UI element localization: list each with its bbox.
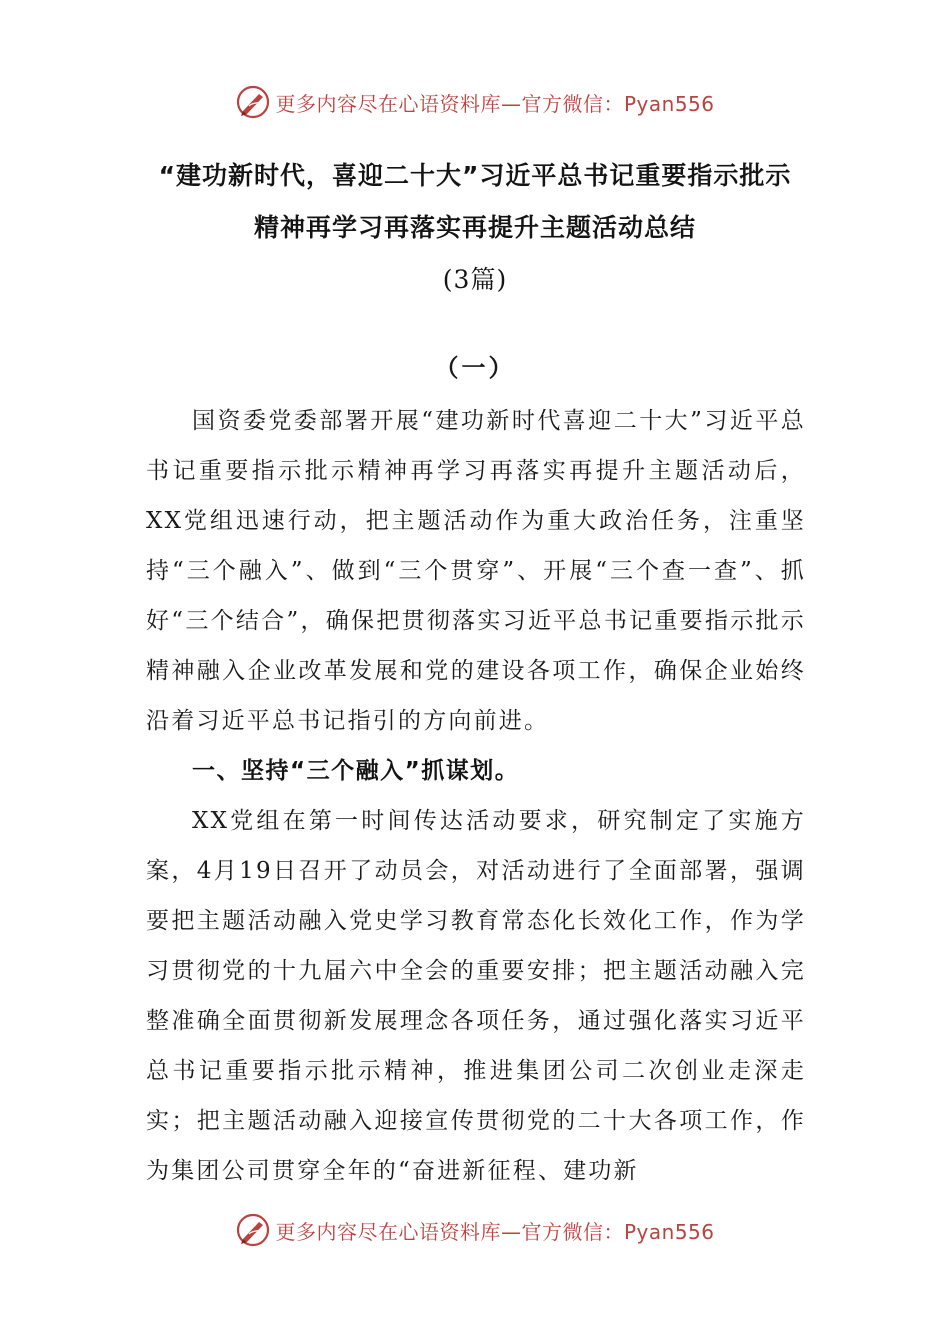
section-1-paragraph: XX党组在第一时间传达活动要求，研究制定了实施方案，4月19日召开了动员会，对活动进行了全面部署，强调要把主题活动融入党史学习教育常态化长效化工作，作为学习贯彻党的十九届六中全会的重要安排；把主题活动融入完整准确全面贯彻新发展理念各项任务，通过强化落实习近平总书记重要指示批示精神，推进集团公司二次创业走深走实；把主题活动融入迎接宣传贯彻党的二十大各项工作，作为集团公司贯穿全年的“奋进新征程、建功新 [146,808,806,1184]
title-line-2: 精神再学习再落实再提升主题活动总结 [253,213,696,242]
banner-label: 更多内容尽在心语资料库—官方微信： [275,1219,624,1244]
banner-text [275,88,714,117]
pen-logo-icon [235,84,271,120]
document-body [146,396,806,1196]
banner-text [275,1216,714,1245]
title-article-count: (3篇) [442,265,508,294]
part-label: （一） [434,354,516,382]
banner-wechat-handle: Pyan556 [623,91,715,116]
pen-logo-icon [235,1212,271,1248]
header-banner [0,80,950,124]
banner-wechat-handle: Pyan556 [623,1219,715,1244]
banner-label: 更多内容尽在心语资料库—官方微信： [275,91,624,116]
document-title [0,150,950,306]
intro-paragraph: 国资委党委部署开展“建功新时代喜迎二十大”习近平总书记重要指示批示精神再学习再落实再提升主题活动后，XX党组迅速行动，把主题活动作为重大政治任务，注重坚持“三个融入”、做到“三个贯穿”、开展“三个查一查”、抓好“三个结合”，确保把贯彻落实习近平总书记重要指示批示精神融入企业改革发展和党的建设各项工作，确保企业始终沿着习近平总书记指引的方向前进。 [146,408,806,734]
title-line-1: “建功新时代，喜迎二十大”习近平总书记重要指示批示 [158,161,792,190]
section-heading-1: 一、坚持“三个融入”抓谋划。 [192,758,520,784]
footer-banner [0,1208,950,1252]
